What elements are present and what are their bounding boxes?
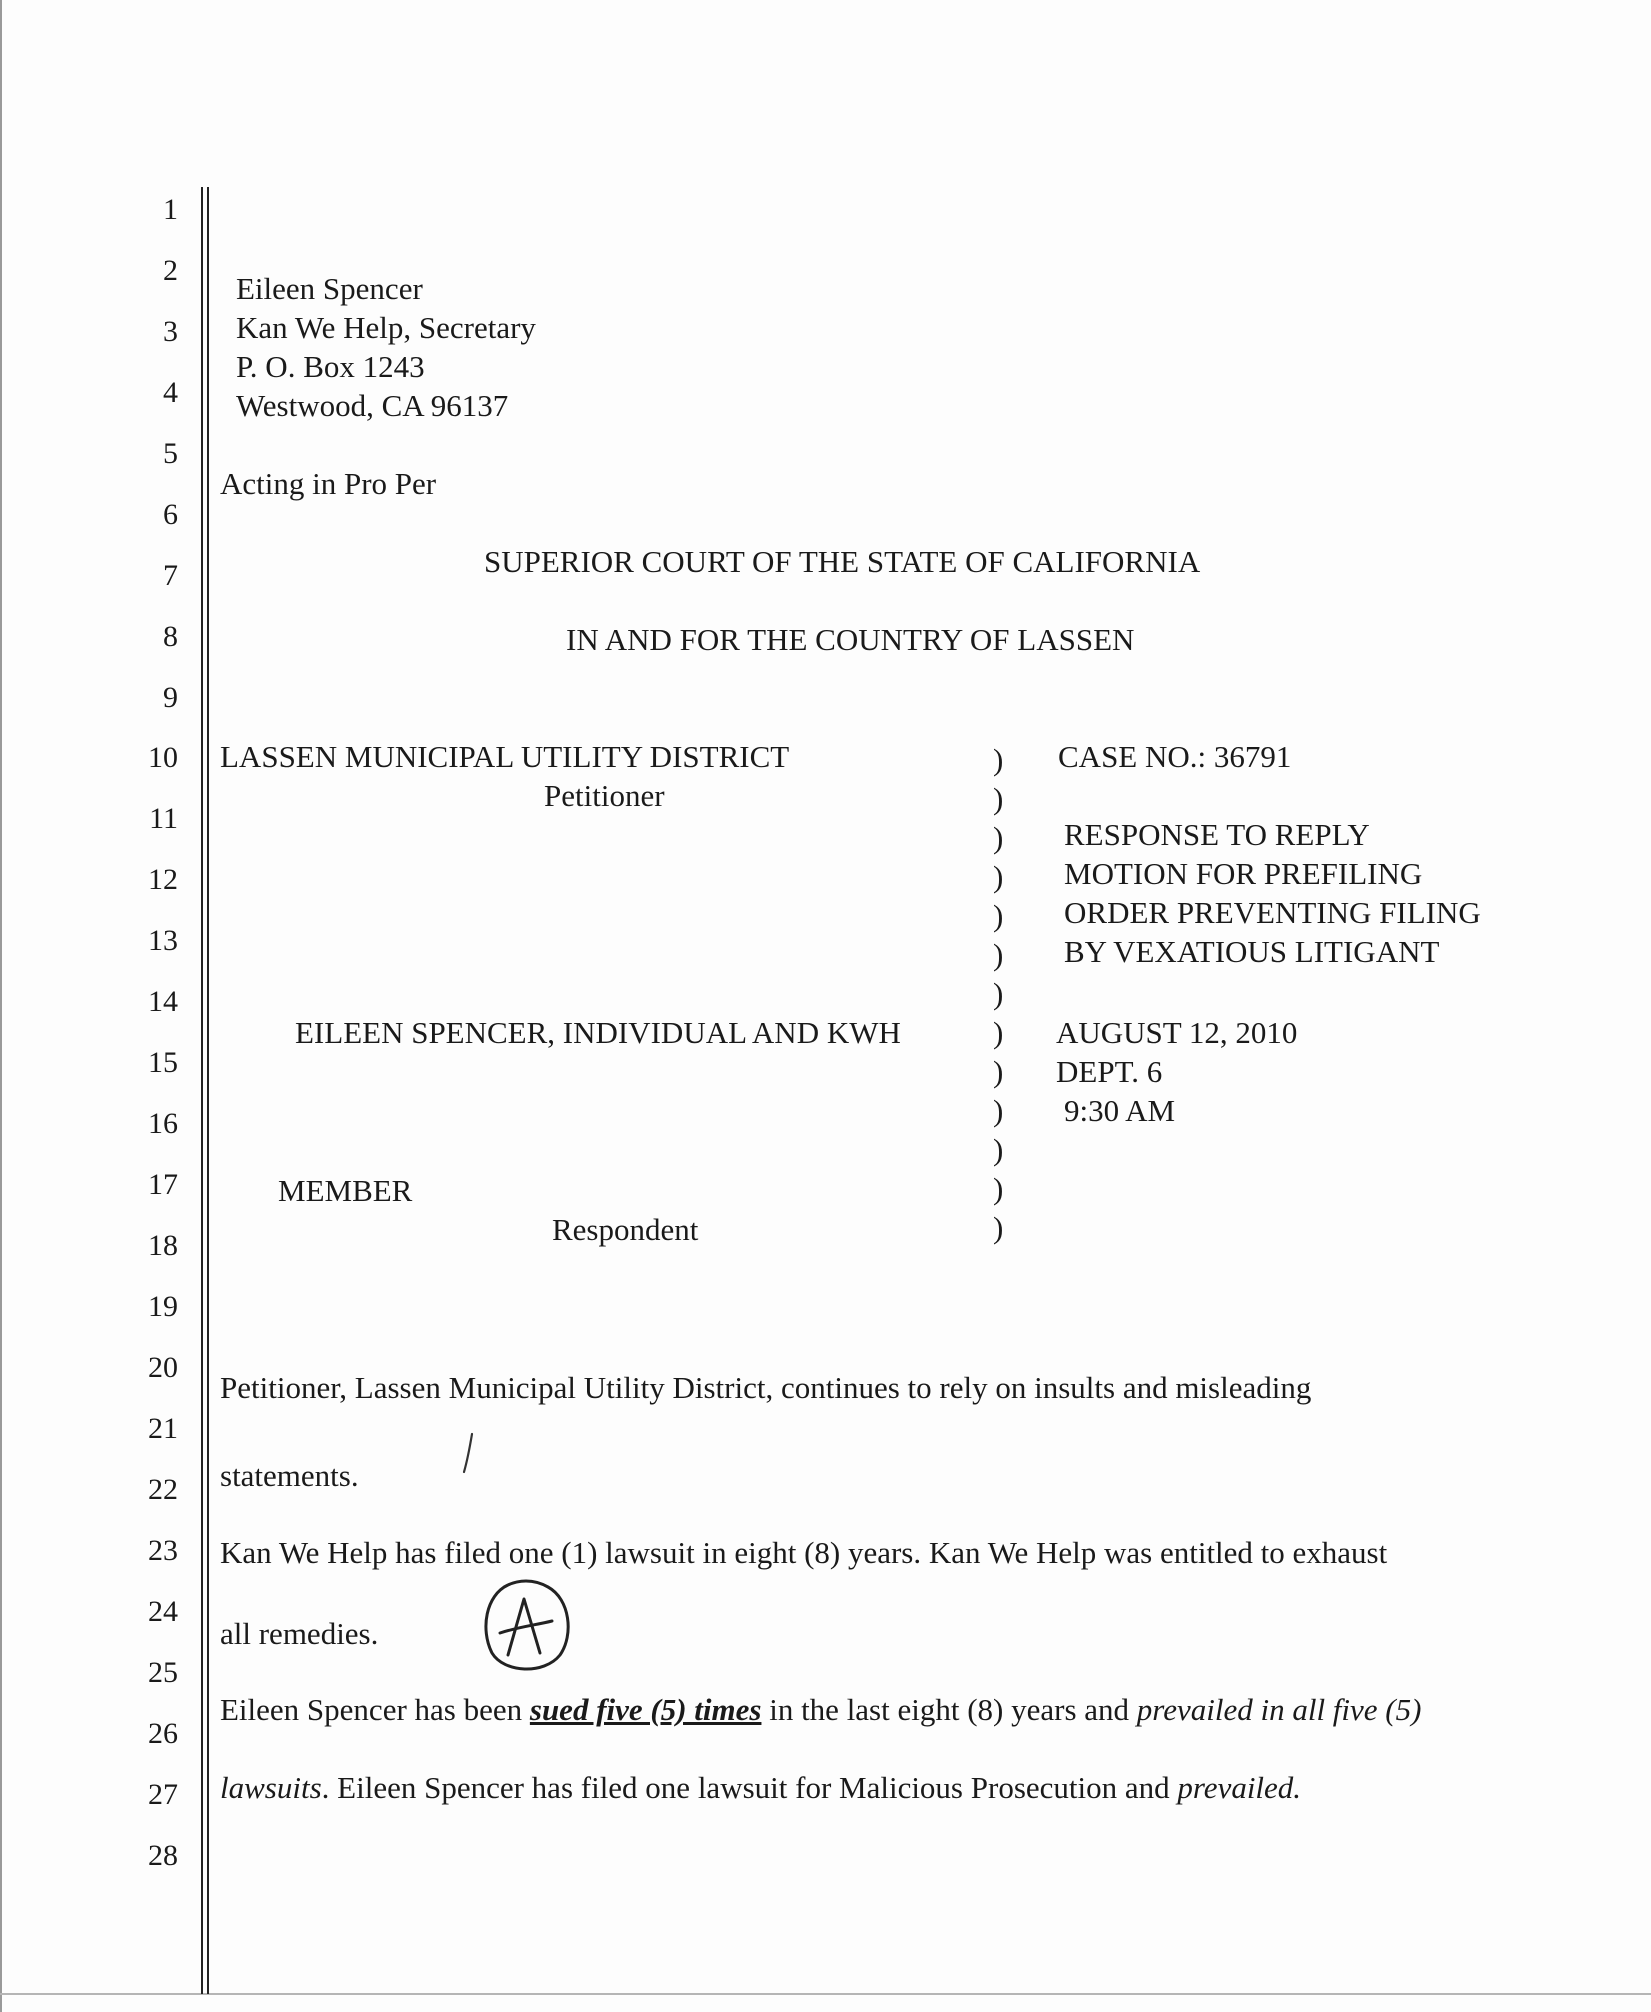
attorney-org: Kan We Help, Secretary — [236, 310, 536, 345]
line-number: 18 — [148, 1229, 178, 1262]
caption-paren: ) — [993, 781, 1004, 816]
document-title-line: RESPONSE TO REPLY — [1064, 817, 1370, 852]
page-left-edge — [0, 0, 2, 2012]
line-number: 12 — [148, 863, 178, 896]
caption-paren: ) — [993, 1210, 1004, 1245]
petitioner-name: LASSEN MUNICIPAL UTILITY DISTRICT — [220, 739, 790, 774]
petitioner-label: Petitioner — [544, 778, 665, 813]
margin-rule-right — [207, 187, 209, 1994]
respondent-member: MEMBER — [278, 1173, 413, 1208]
page-bottom-edge — [0, 1993, 1651, 1995]
attorney-box: P. O. Box 1243 — [236, 349, 425, 384]
case-number: CASE NO.: 36791 — [1058, 739, 1292, 774]
line-number: 1 — [163, 193, 178, 226]
emphasis-italic: lawsuits — [220, 1770, 322, 1805]
body-text: in the last eight (8) years and — [761, 1692, 1137, 1727]
caption-paren: ) — [993, 1171, 1004, 1206]
line-number: 4 — [163, 376, 178, 409]
line-number: 28 — [148, 1839, 178, 1872]
line-number: 10 — [148, 741, 178, 774]
emphasis-italic: prevailed. — [1177, 1770, 1302, 1805]
line-number: 19 — [148, 1290, 178, 1323]
line-number: 3 — [163, 315, 178, 348]
line-number: 25 — [148, 1656, 178, 1689]
line-number: 20 — [148, 1351, 178, 1384]
body-line — [220, 1770, 1301, 1806]
line-number: 11 — [149, 802, 178, 835]
line-number: 23 — [148, 1534, 178, 1567]
acting-in-pro-per: Acting in Pro Per — [220, 466, 437, 501]
line-number: 2 — [163, 254, 178, 287]
caption-paren: ) — [993, 1015, 1004, 1050]
caption-paren: ) — [993, 820, 1004, 855]
line-number: 8 — [163, 620, 178, 653]
caption-paren: ) — [993, 1054, 1004, 1089]
hearing-time: 9:30 AM — [1064, 1093, 1176, 1128]
respondent-label: Respondent — [552, 1212, 699, 1247]
handwritten-circled-a-icon — [478, 1577, 574, 1677]
body-line: Kan We Help has filed one (1) lawsuit in eight (8) years. Kan We Help was entitled to exhaust — [220, 1535, 1388, 1570]
caption-paren: ) — [993, 898, 1004, 933]
body-line: Petitioner, Lassen Municipal Utility District, continues to rely on insults and misleading — [220, 1370, 1312, 1405]
line-number: 21 — [148, 1412, 178, 1445]
line-number: 24 — [148, 1595, 178, 1628]
caption-paren: ) — [993, 742, 1004, 777]
handwritten-tick-mark — [458, 1432, 478, 1480]
document-title-line: BY VEXATIOUS LITIGANT — [1064, 934, 1440, 969]
document-title-line: MOTION FOR PREFILING — [1064, 856, 1423, 891]
court-title-line2: IN AND FOR THE COUNTRY OF LASSEN — [566, 622, 1135, 657]
caption-paren: ) — [993, 976, 1004, 1011]
line-number: 14 — [148, 985, 178, 1018]
document-title-line: ORDER PREVENTING FILING — [1064, 895, 1481, 930]
emphasis-underlined: sued five (5) times — [529, 1692, 762, 1727]
caption-paren: ) — [993, 1093, 1004, 1128]
caption-paren: ) — [993, 937, 1004, 972]
attorney-name: Eileen Spencer — [236, 271, 423, 306]
body-text: . Eileen Spencer has filed one lawsuit for Malicious Prosecution and — [321, 1770, 1178, 1805]
line-number: 6 — [163, 498, 178, 531]
line-number: 5 — [163, 437, 178, 470]
hearing-date: AUGUST 12, 2010 — [1056, 1015, 1298, 1050]
line-number: 22 — [148, 1473, 178, 1506]
line-number: 15 — [148, 1046, 178, 1079]
caption-paren: ) — [993, 859, 1004, 894]
attorney-city: Westwood, CA 96137 — [236, 388, 509, 423]
body-line — [220, 1692, 1421, 1728]
line-number: 17 — [148, 1168, 178, 1201]
line-number: 9 — [163, 681, 178, 714]
hearing-dept: DEPT. 6 — [1056, 1054, 1163, 1089]
caption-paren: ) — [993, 1132, 1004, 1167]
margin-rule-left — [201, 187, 203, 1994]
line-number: 7 — [163, 559, 178, 592]
body-line: statements. — [220, 1458, 359, 1493]
line-number: 27 — [148, 1778, 178, 1811]
line-number: 16 — [148, 1107, 178, 1140]
respondent-name: EILEEN SPENCER, INDIVIDUAL AND KWH — [295, 1015, 901, 1050]
body-text: Eileen Spencer has been — [220, 1692, 530, 1727]
body-line: all remedies. — [220, 1616, 379, 1651]
line-number: 13 — [148, 924, 178, 957]
court-title-line1: SUPERIOR COURT OF THE STATE OF CALIFORNIA — [484, 544, 1201, 579]
emphasis-italic: prevailed in all five (5) — [1136, 1692, 1422, 1727]
line-number: 26 — [148, 1717, 178, 1750]
